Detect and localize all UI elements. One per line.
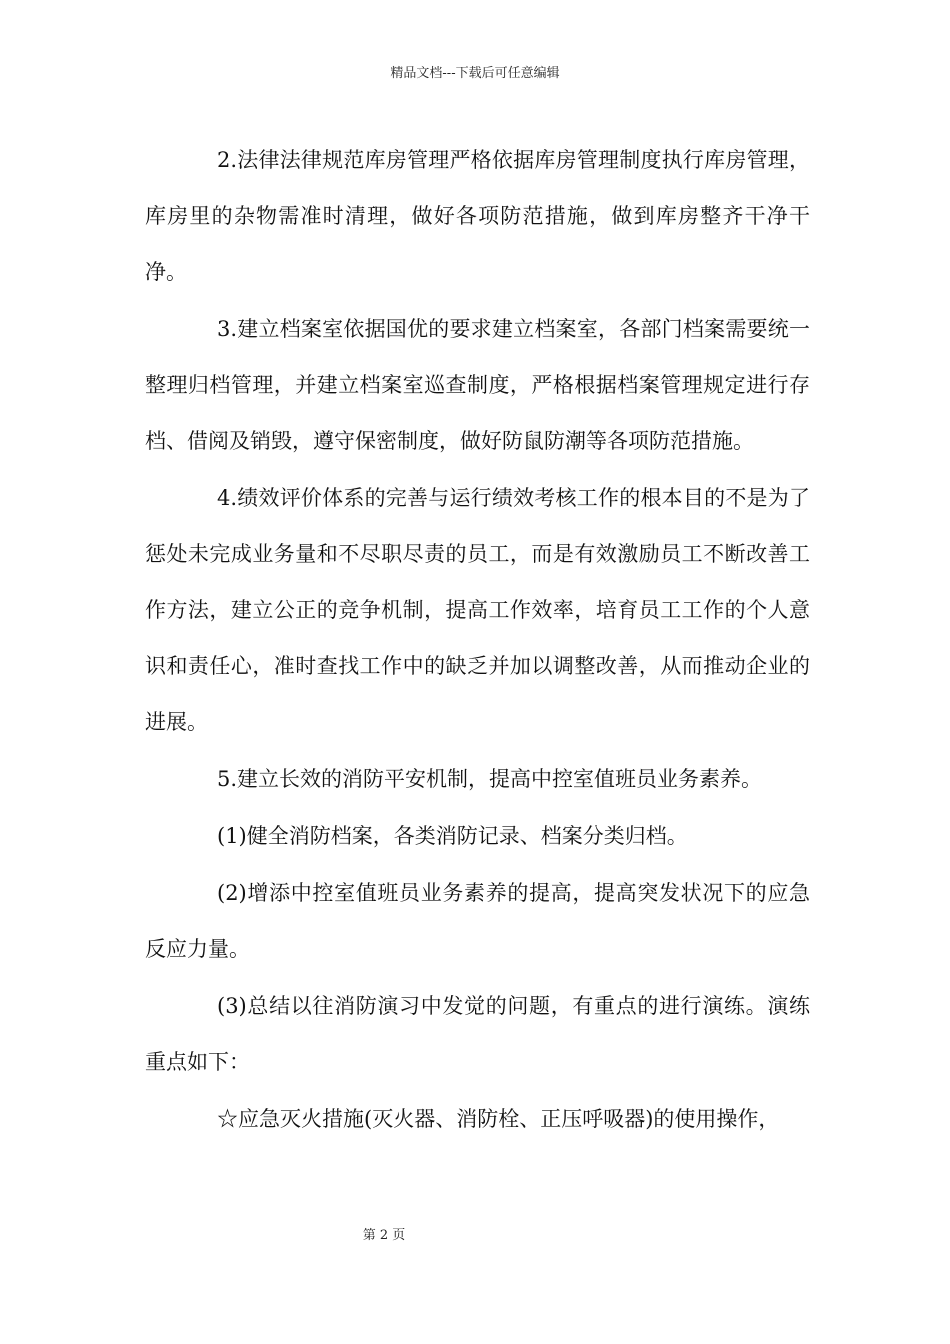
page-footer: 第 2 页 bbox=[362, 1228, 406, 1243]
paragraph-4-performance: 4.绩效评价体系的完善与运行绩效考核工作的根本目的不是为了惩处未完成业务量和不尽职尽责的员工，而是有效激励员工不断改善工作方法，建立公正的竞争机制，提高工作效率，培育员工工作的个人意识和责任心，准时查找工作中的缺乏并加以调整改善，从而推动企业的进展。 bbox=[145, 486, 810, 734]
paragraph-5-fire-safety: 5.建立长效的消防平安机制，提高中控室值班员业务素养。 bbox=[217, 767, 763, 791]
document-body bbox=[145, 132, 810, 1148]
paragraph-drill-item: ☆应急灭火措施(灭火器、消防栓、正压呼吸器)的使用操作， bbox=[217, 1107, 780, 1131]
paragraph-5-3: (3)总结以往消防演习中发觉的问题，有重点的进行演练。演练重点如下： bbox=[145, 994, 810, 1074]
paragraph-5-1: (1)健全消防档案，各类消防记录、档案分类归档。 bbox=[217, 824, 688, 848]
paragraph-3-archive: 3.建立档案室依据国优的要求建立档案室，各部门档案需要统一整理归档管理，并建立档案室巡查制度，严格根据档案管理规定进行存档、借阅及销毁，遵守保密制度，做好防鼠防潮等各项防范措施。 bbox=[145, 317, 810, 453]
paragraph-2-warehouse: 2.法律法律规范库房管理严格依据库房管理制度执行库房管理，库房里的杂物需准时清理，做好各项防范措施，做到库房整齐干净干净。 bbox=[145, 148, 810, 284]
paragraph-5-2: (2)增添中控室值班员业务素养的提高，提高突发状况下的应急反应力量。 bbox=[145, 881, 810, 961]
page-header: 精品文档---下载后可任意编辑 bbox=[390, 66, 560, 81]
